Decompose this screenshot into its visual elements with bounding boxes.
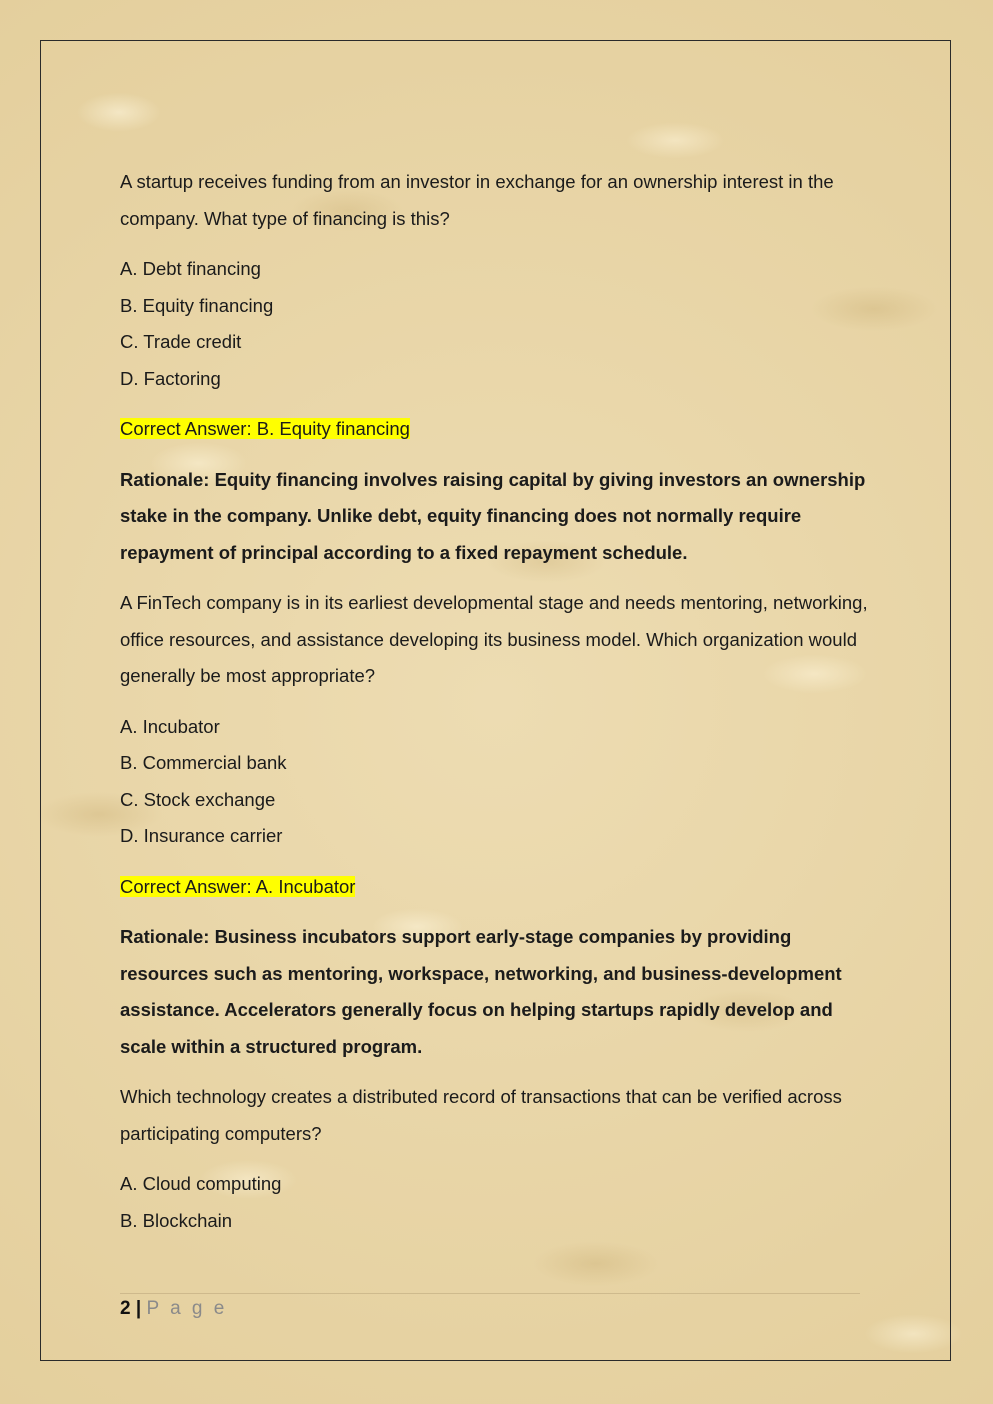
question-2-options bbox=[120, 709, 875, 855]
question-1-stem: A startup receives funding from an investor in exchange for an ownership interest in the company. What type of financing is this? bbox=[120, 171, 834, 229]
question-2-rationale: Rationale: Business incubators support early-stage companies by providing resources such as mentoring, workspace, networking, and business-development assistance. Accelerators generally focus on helping startups rapidly develop and scale within a structured program. bbox=[120, 926, 842, 1057]
question-2-option-c: C. Stock exchange bbox=[120, 788, 276, 810]
question-1-correct-answer: Correct Answer: B. Equity financing bbox=[120, 418, 410, 439]
page-label: P a g e bbox=[146, 1298, 228, 1319]
question-1-option-d: D. Factoring bbox=[120, 367, 221, 389]
question-1-option-b: B. Equity financing bbox=[120, 294, 274, 316]
question-1-option-c: C. Trade credit bbox=[120, 331, 242, 352]
question-2-answer-line bbox=[120, 869, 875, 906]
page-footer bbox=[120, 1293, 860, 1322]
question-2-stem: A FinTech company is in its earliest developmental stage and needs mentoring, networking, office resources, and assistance developing its business model. Which organization would generally be most appropriate? bbox=[120, 592, 868, 686]
question-1-rationale: Rationale: Equity financing involves raising capital by giving investors an ownership stake in the company. Unlike debt, equity financing does not normally require repayment of principal according to a fixed repayment schedule. bbox=[120, 468, 866, 563]
question-3-options bbox=[120, 1166, 875, 1239]
question-2-option-d: D. Insurance carrier bbox=[120, 825, 283, 846]
page-separator: | bbox=[135, 1298, 142, 1319]
question-1-answer-line bbox=[120, 411, 875, 448]
document-body bbox=[120, 164, 875, 1253]
question-1-option-a: A. Debt financing bbox=[120, 258, 261, 279]
question-3-stem: Which technology creates a distributed record of transactions that can be verified across participating computers? bbox=[120, 1086, 842, 1144]
question-2-option-a: A. Incubator bbox=[120, 715, 220, 737]
page-number: 2 bbox=[120, 1298, 131, 1319]
question-2-option-b: B. Commercial bank bbox=[120, 752, 287, 773]
question-3-option-a: A. Cloud computing bbox=[120, 1173, 282, 1194]
question-3-option-b: B. Blockchain bbox=[120, 1209, 233, 1231]
question-1-options bbox=[120, 251, 875, 397]
question-2-correct-answer: Correct Answer: A. Incubator bbox=[120, 875, 356, 897]
